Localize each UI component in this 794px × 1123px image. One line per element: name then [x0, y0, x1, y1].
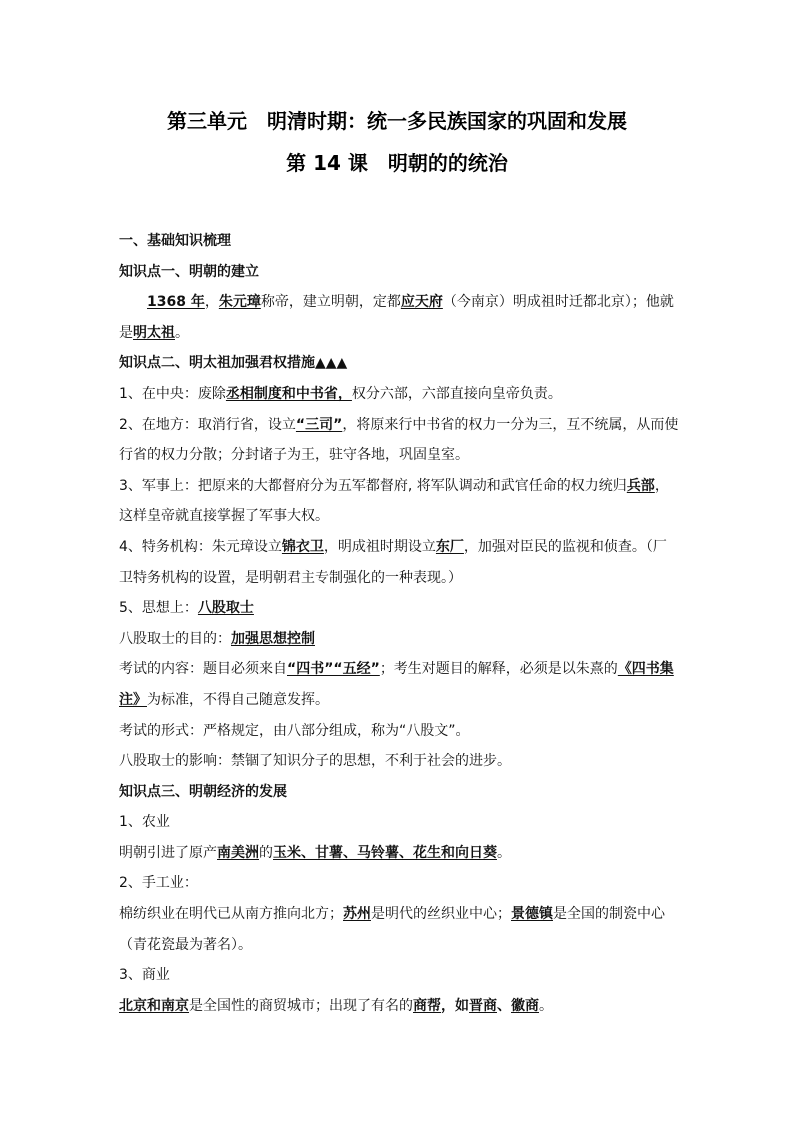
- key-term: 丞相制度和中书省，: [225, 385, 352, 402]
- kp2-item-5: [119, 593, 679, 624]
- kp2-heading-text: 知识点二、明太祖加强君权措施: [119, 355, 315, 372]
- kp2-item-3: [119, 471, 679, 532]
- kp1-text: 称帝，建立明朝，定都: [260, 294, 401, 311]
- text: 是全国的制瓷中心（青花瓷最为著名）。: [119, 906, 665, 953]
- text: ，明成祖时期设立: [323, 538, 436, 555]
- text: ，将原来行中书省的权力一分为三，互不统属，从而使行省的权力分散；分封诸子为王，驻守各地，巩固皇室。: [119, 416, 679, 464]
- kp1-text: 。: [175, 324, 189, 341]
- key-term: 苏州: [343, 906, 371, 923]
- kp1-text: ，: [204, 294, 219, 311]
- exam-impact: 八股取士的影响：禁锢了知识分子的思想，不利于社会的进步。: [119, 753, 511, 770]
- lesson-title: 第 14 课 明朝的的统治: [286, 151, 508, 175]
- handicraft-text: [119, 899, 679, 960]
- text: 5、思想上：: [119, 600, 198, 617]
- key-term: “三司”: [295, 416, 343, 433]
- kp1-heading: 知识点一、明朝的建立: [119, 263, 259, 280]
- key-term: 晋商: [469, 997, 497, 1014]
- exam-content: [119, 654, 679, 715]
- agriculture-text: [119, 838, 679, 869]
- key-term: 玉米、甘薯、马铃薯、花生和向日葵: [273, 844, 497, 861]
- text: 是明代的丝织业中心；: [371, 906, 511, 923]
- text: 4、特务机构：朱元璋设立: [119, 538, 282, 555]
- text: 为标准，不得自己随意发挥。: [147, 691, 329, 708]
- key-term: 北京和南京: [119, 997, 189, 1014]
- text: 2、在地方：取消行省，设立: [119, 416, 296, 433]
- text: ，如: [441, 997, 469, 1014]
- kp2-item-1: [119, 379, 679, 410]
- kp1-paragraph: [119, 287, 679, 348]
- text: 明朝引进了原产: [119, 844, 217, 861]
- kp1-text: （今南京）明成祖时迁都北京）；他就是: [119, 294, 674, 341]
- document-body: [119, 226, 679, 1021]
- unit-title: 第三单元 明清时期：统一多民族国家的巩固和发展: [167, 109, 627, 133]
- text: ，加强对臣民的监视和侦查。（厂卫特务机构的设置，是明朝君主专制强化的一种表现。）: [119, 538, 667, 586]
- key-term: 八股取士: [197, 600, 254, 617]
- key-term: “四书”“五经”: [287, 661, 380, 678]
- kp1-title-name: 明太祖: [133, 324, 175, 341]
- commerce-text: [119, 991, 679, 1022]
- text: 是全国性的商贸城市；出现了有名的: [189, 997, 413, 1014]
- kp3-heading: 知识点三、明朝经济的发展: [119, 783, 287, 800]
- kp1-year: 1368 年: [147, 294, 205, 311]
- exam-form: 考试的形式：严格规定，由八部分组成，称为“八股文”。: [119, 722, 470, 739]
- text: 八股取士的目的：: [119, 630, 231, 647]
- text: ；考生对题目的解释，必须是以朱熹的: [379, 661, 618, 678]
- text: 权分六部，六部直接向皇帝负责。: [351, 385, 562, 402]
- key-term: 景德镇: [511, 906, 553, 923]
- kp1-capital: 应天府: [400, 294, 443, 311]
- kp2-item-2: [119, 410, 679, 471]
- agriculture-heading: 1、农业: [119, 814, 170, 831]
- commerce-heading: 3、商业: [119, 967, 170, 984]
- handicraft-heading: 2、手工业：: [119, 875, 198, 892]
- text: 棉纺织业在明代已从南方推向北方；: [119, 906, 343, 923]
- key-term: 南美洲: [217, 844, 259, 861]
- key-term: 锦衣卫: [281, 538, 324, 555]
- key-term: 徽商: [511, 997, 539, 1014]
- kp2-item-4: [119, 532, 679, 593]
- kp2-heading: [119, 348, 679, 379]
- text: 的: [259, 844, 273, 861]
- key-term: 东厂: [435, 538, 464, 555]
- kp1-emperor: 朱元璋: [218, 294, 261, 311]
- text: 考试的内容：题目必须来自: [119, 661, 287, 678]
- key-term: 商帮: [413, 997, 441, 1014]
- importance-marks: ▲▲▲: [315, 355, 348, 372]
- text: ，这样皇帝就直接掌握了军事大权。: [119, 477, 669, 525]
- text: 、: [497, 997, 511, 1014]
- key-term: 加强思想控制: [231, 630, 315, 647]
- key-term: 兵部: [626, 477, 655, 494]
- text: 1、在中央：废除: [119, 385, 226, 402]
- exam-purpose: [119, 624, 679, 655]
- text: 。: [539, 997, 553, 1014]
- text: 3、军事上：把原来的大都督府分为五军都督府, 将军队调动和武官任命的权力统归: [119, 477, 627, 494]
- key-term: 《四书集注》: [119, 661, 674, 708]
- section-heading: 一、基础知识梳理: [119, 233, 231, 249]
- text: 。: [497, 844, 511, 861]
